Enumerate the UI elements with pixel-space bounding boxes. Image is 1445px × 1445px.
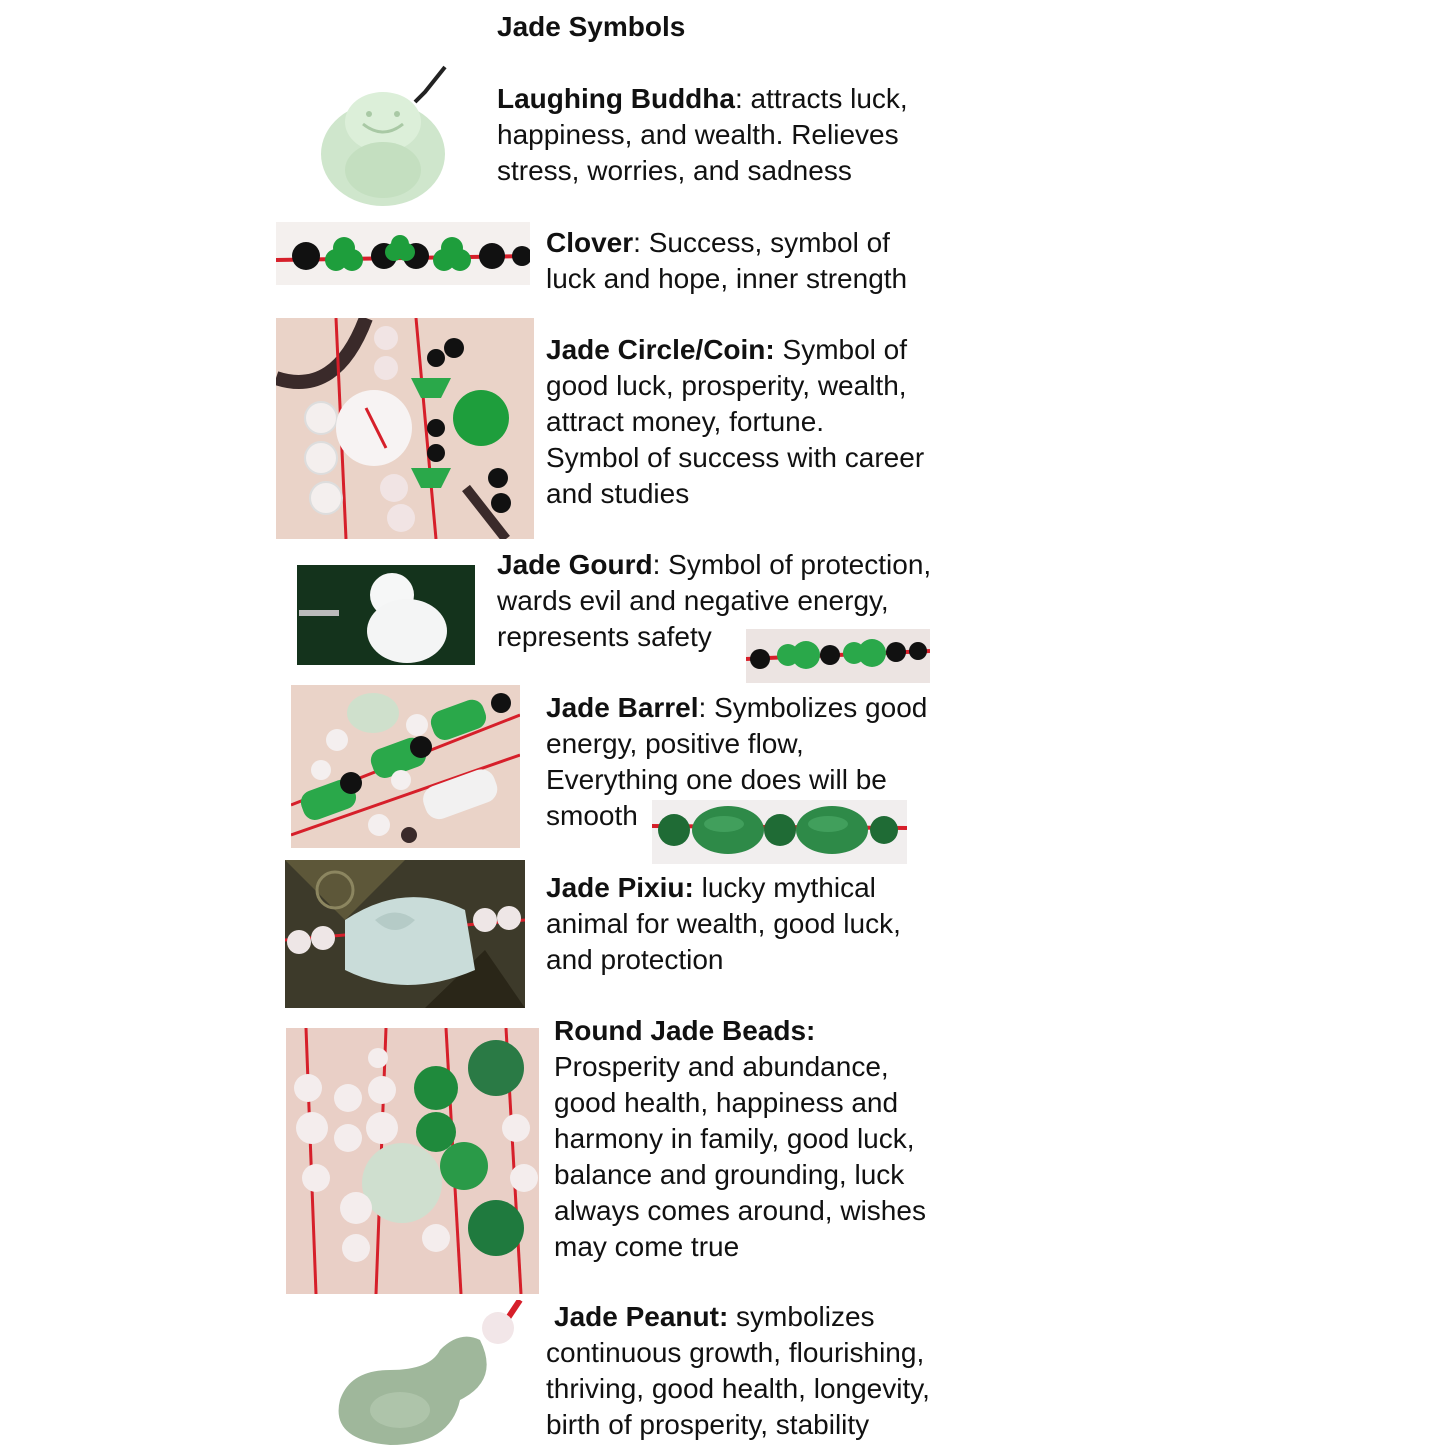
- entry-name: Laughing Buddha: [497, 83, 735, 114]
- entry-name: Round Jade Beads:: [554, 1015, 816, 1046]
- barrel-bracelet-image: [652, 800, 907, 864]
- jade-barrel-image: [291, 685, 520, 848]
- gourd-bracelet-image: [746, 629, 930, 683]
- laughing-buddha-entry: Laughing Buddha: attracts luck, happiness, and wealth. Relieves stress, worries, and sadness: [497, 83, 908, 186]
- jade-coin-entry: Jade Circle/Coin: Symbol of good luck, prosperity, wealth, attract money, fortune. Symbol of success with career and studies: [546, 334, 925, 509]
- entry-name: Jade Barrel: [546, 692, 699, 723]
- laughing-buddha-image: [305, 62, 460, 210]
- entry-name: Jade Circle/Coin:: [546, 334, 775, 365]
- clover-entry: Clover: Success, symbol of luck and hope, inner strength: [546, 227, 908, 294]
- jade-barrel-entry: Jade Barrel: Symbolizes good energy, positive flow, Everything one does will be smooth: [546, 692, 928, 831]
- entry-name: Jade Peanut:: [554, 1301, 729, 1332]
- entry-name: Jade Gourd: [497, 549, 653, 580]
- jade-peanut-image: [330, 1300, 530, 1445]
- clover-bracelet-image: [276, 222, 530, 285]
- jade-pixiu-image: [285, 860, 525, 1008]
- jade-peanut-entry: Jade Peanut: symbolizes continuous growth, flourishing, thriving, good health, longevity, birth of prosperity, stability: [546, 1301, 930, 1440]
- round-jade-beads-image: [286, 1028, 539, 1294]
- jade-coin-image: [276, 318, 534, 539]
- jade-gourd-image: [297, 565, 475, 665]
- round-jade-beads-entry: Round Jade Beads: Prosperity and abundance, good health, happiness and harmony in family, good luck, balance and grounding, luck always comes around, wishes may come true: [554, 1015, 926, 1262]
- entry-name: Jade Pixiu:: [546, 872, 694, 903]
- jade-gourd-entry: Jade Gourd: Symbol of protection, wards evil and negative energy, represents safety: [497, 549, 932, 652]
- page-title: Jade Symbols: [497, 11, 686, 42]
- jade-pixiu-entry: Jade Pixiu: lucky mythical animal for wealth, good luck, and protection: [546, 872, 901, 975]
- entry-name: Clover: [546, 227, 634, 258]
